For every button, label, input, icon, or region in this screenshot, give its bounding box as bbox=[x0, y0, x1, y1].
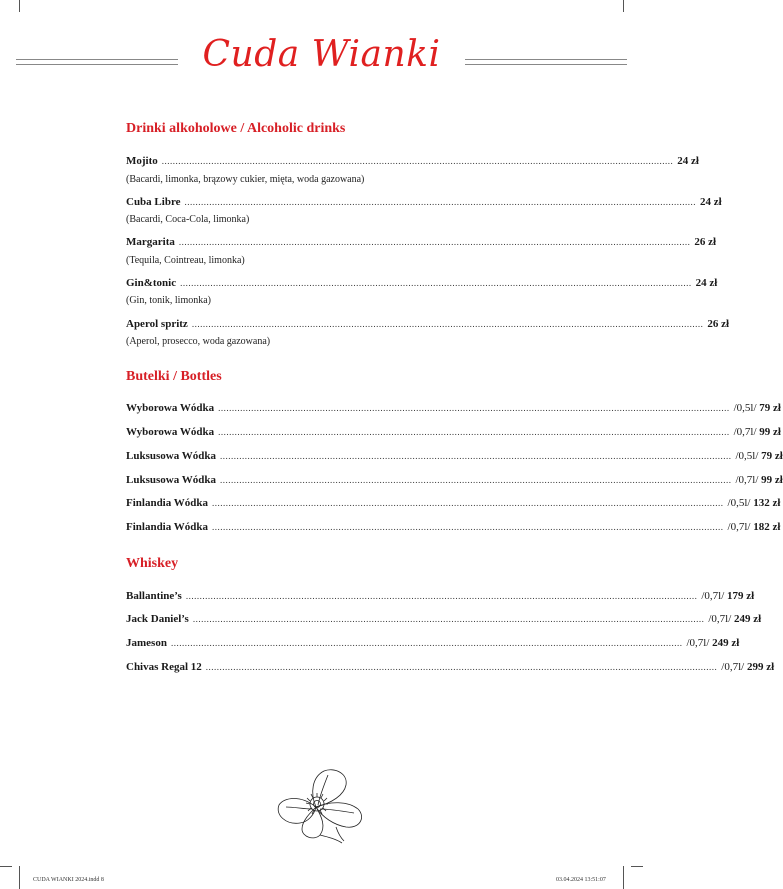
logo-text: Cuda Wianki bbox=[202, 34, 441, 75]
menu-item bbox=[126, 426, 781, 438]
item-name: Mojito bbox=[126, 155, 158, 167]
item-name: Cuba Libre bbox=[126, 196, 181, 208]
menu-item bbox=[126, 661, 775, 673]
item-price: 179 zł bbox=[727, 590, 755, 602]
crop-mark-bottom-left-v bbox=[19, 866, 20, 889]
menu-item bbox=[126, 450, 783, 462]
item-description: (Bacardi, limonka, brązowy cukier, mięta, woda gazowana) bbox=[126, 174, 365, 185]
leader-dots: .......................................................................................................................................................................................... bbox=[170, 638, 683, 648]
item-volume: /0,5l/ bbox=[735, 450, 759, 462]
item-volume: /0,7l/ bbox=[701, 590, 725, 602]
item-name: Margarita bbox=[126, 236, 175, 248]
leader-dots: .......................................................................................................................................................................................... bbox=[185, 591, 698, 601]
item-price: 249 zł bbox=[734, 613, 762, 625]
menu-item bbox=[126, 318, 730, 330]
crop-mark-top-left bbox=[19, 0, 20, 12]
menu-item bbox=[126, 277, 718, 289]
item-price: 24 zł bbox=[677, 155, 699, 167]
item-volume: /0,7l/ bbox=[686, 637, 710, 649]
item-price: 182 zł bbox=[753, 521, 781, 533]
footer-file-name: CUDA WIANKI 2024.indd 8 bbox=[33, 877, 104, 883]
item-volume: /0,7l/ bbox=[733, 426, 757, 438]
menu-item bbox=[126, 637, 740, 649]
section-title-cocktails: Drinki alkoholowe / Alcoholic drinks bbox=[126, 121, 346, 136]
leader-dots: .......................................................................................................................................................................................... bbox=[218, 403, 730, 413]
item-price: 99 zł bbox=[761, 474, 783, 486]
menu-item bbox=[126, 497, 781, 509]
menu-item bbox=[126, 521, 781, 533]
item-name: Jameson bbox=[126, 637, 167, 649]
leader-dots: .......................................................................................................................................................................................... bbox=[205, 662, 718, 672]
item-price: 79 zł bbox=[759, 402, 781, 414]
leader-dots: .......................................................................................................................................................................................... bbox=[184, 197, 697, 207]
item-name: Wyborowa Wódka bbox=[126, 402, 215, 414]
item-name: Chivas Regal 12 bbox=[126, 661, 202, 673]
item-price: 79 zł bbox=[761, 450, 783, 462]
item-name: Finlandia Wódka bbox=[126, 497, 209, 509]
poppy-flower-icon bbox=[276, 765, 368, 845]
leader-dots: .......................................................................................................................................................................................... bbox=[180, 278, 692, 288]
crop-mark-bottom-right-h bbox=[631, 866, 643, 867]
item-price: 249 zł bbox=[712, 637, 740, 649]
item-volume: /0,5l/ bbox=[727, 497, 751, 509]
item-price: 26 zł bbox=[694, 236, 717, 248]
menu-item bbox=[126, 236, 717, 248]
crop-mark-bottom-right-v bbox=[623, 866, 624, 889]
item-name: Wyborowa Wódka bbox=[126, 426, 215, 438]
item-price: 132 zł bbox=[753, 497, 781, 509]
item-description: (Bacardi, Coca-Cola, limonka) bbox=[126, 214, 250, 225]
menu-item bbox=[126, 590, 755, 602]
item-name: Ballantine’s bbox=[126, 590, 182, 602]
item-volume: /0,7l/ bbox=[708, 613, 732, 625]
item-description: (Tequila, Cointreau, limonka) bbox=[126, 255, 245, 266]
section-title-bottles: Butelki / Bottles bbox=[126, 369, 222, 384]
leader-dots: .......................................................................................................................................................................................... bbox=[212, 498, 724, 508]
item-price: 24 zł bbox=[700, 196, 722, 208]
footer-timestamp: 03.04.2024 13:51:07 bbox=[556, 877, 606, 883]
item-name: Luksusowa Wódka bbox=[126, 450, 216, 462]
section-title-whiskey: Whiskey bbox=[126, 556, 179, 571]
item-name: Luksusowa Wódka bbox=[126, 474, 216, 486]
item-volume: /0,7l/ bbox=[721, 661, 745, 673]
crop-mark-bottom-left-h bbox=[0, 866, 12, 867]
item-price: 26 zł bbox=[707, 318, 730, 330]
item-description: (Aperol, prosecco, woda gazowana) bbox=[126, 336, 271, 347]
leader-dots: .......................................................................................................................................................................................... bbox=[192, 614, 705, 624]
item-price: 299 zł bbox=[746, 661, 775, 673]
item-price: 99 zł bbox=[759, 426, 781, 438]
item-volume: /0,5l/ bbox=[733, 402, 757, 414]
item-volume: /0,7l/ bbox=[727, 521, 751, 533]
leader-dots: .......................................................................................................................................................................................... bbox=[161, 156, 674, 166]
item-name: Gin&tonic bbox=[126, 277, 177, 289]
leader-dots: .......................................................................................................................................................................................... bbox=[219, 475, 732, 485]
item-description: (Gin, tonik, limonka) bbox=[126, 295, 211, 306]
item-price: 24 zł bbox=[695, 277, 718, 289]
leader-dots: .......................................................................................................................................................................................... bbox=[191, 319, 704, 329]
menu-item bbox=[126, 155, 699, 167]
menu-item bbox=[126, 402, 781, 414]
menu-item bbox=[126, 196, 722, 208]
menu-item bbox=[126, 613, 762, 625]
item-name: Finlandia Wódka bbox=[126, 521, 209, 533]
leader-dots: .......................................................................................................................................................................................... bbox=[219, 451, 732, 461]
item-volume: /0,7l/ bbox=[735, 474, 759, 486]
leader-dots: .......................................................................................................................................................................................... bbox=[212, 522, 724, 532]
menu-item bbox=[126, 474, 783, 486]
crop-mark-top-right bbox=[623, 0, 624, 12]
item-name: Aperol spritz bbox=[126, 318, 188, 330]
leader-dots: .......................................................................................................................................................................................... bbox=[218, 427, 730, 437]
item-name: Jack Daniel’s bbox=[126, 613, 189, 625]
leader-dots: .......................................................................................................................................................................................... bbox=[178, 237, 691, 247]
